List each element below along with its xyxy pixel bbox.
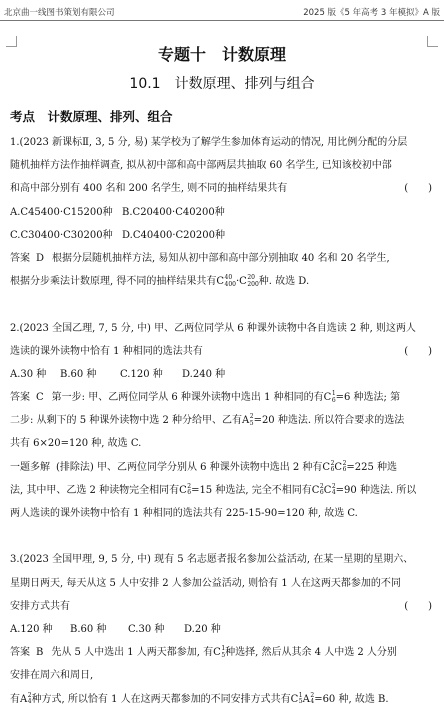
document-body <box>10 131 434 711</box>
q3-options <box>10 618 434 641</box>
comb-c-6-2: C 2 6 <box>322 459 335 474</box>
comb-a-5-2: A 2 5 <box>242 413 254 427</box>
publisher-name: 北京曲一线图书策划有限公司 <box>4 8 115 18</box>
answer-key: 答案 <box>10 392 30 404</box>
q3-line-3: 安排方式共有 ( ) <box>10 595 434 618</box>
q2-line-2: 选读的课外读物中恰有 1 种相同的选法共有 ( ) <box>10 340 434 363</box>
answer-key: 答案 <box>10 252 30 264</box>
q3-answer-line-2: 安排在周六和周日, <box>10 670 94 682</box>
q3-option-d: D.20 种 <box>184 623 221 635</box>
q1-answer-line-1: 答案 D 根据分层随机抽样方法, 易知从初中部和高中部分别抽取 40 名和 20 名学生, <box>10 252 390 264</box>
q3-line-1: 3.(2023 全国甲理, 9, 5 分, 中) 现有 5 名志愿者报名参加公益活动, 在某一星期的星期六、 <box>10 554 414 566</box>
comb-c-6-1: C 1 6 <box>323 390 336 404</box>
q1-line-3: 和高中部分别有 400 名和 200 名学生, 则不同的抽样结果共有 ( ) <box>10 177 434 200</box>
q2-alt-line-2: 法, 其中甲、乙选 2 种读物完全相同有C 2 6 =15 种选法, 完全不相同有C 2 6 C 2 4 =90 种选法. 所以 <box>10 479 434 502</box>
q1-options-row-2 <box>10 224 434 247</box>
answer-letter: D <box>36 252 45 264</box>
answer-key: 答案 <box>10 647 30 659</box>
q1-option-b: B.C20400·C40200种 <box>122 206 225 218</box>
alt-solution-title: 一题多解 <box>10 461 50 473</box>
comb-c-6-2: C 2 6 <box>334 459 347 474</box>
q2-answer-line-3: 共有 6×20=120 种, 故选 C. <box>10 438 142 450</box>
q1-option-a: A.C45400·C15200种 <box>10 206 113 218</box>
q1-option-c: C.C30400·C30200种 <box>10 229 113 241</box>
comb-c-200-20: C 20 200 <box>239 274 259 288</box>
comb-c-400-40: C 40 400 <box>216 274 236 288</box>
comb-a-4-2: A 2 4 <box>20 691 32 705</box>
answer-letter: C <box>36 392 44 404</box>
answer-paren: ( ) <box>404 345 432 357</box>
q3-answer-line-1: 答案 B 先从 5 人中选出 1 人两天都参加, 有C 1 5 种选择, 然后从其余 4 人中选 2 人分别 <box>10 641 434 664</box>
q2-option-a: A.30 种 <box>10 368 47 380</box>
q2-options <box>10 363 434 386</box>
page-header <box>0 0 444 22</box>
comb-c-5-1: C 1 5 <box>213 645 226 659</box>
answer-letter: B <box>36 647 44 659</box>
answer-paren: ( ) <box>404 600 432 612</box>
q2-alt-line-1: 一题多解 (排除法) 甲、乙两位同学分别从 6 种课外读物中选出 2 种有C 2 6 C 2 6 =225 种选 <box>10 456 434 479</box>
section-subtitle: 10.1 计数原理、排列与组合 <box>129 76 315 92</box>
comb-c-6-2: C 2 6 <box>311 482 324 497</box>
q2-answer-line-2: 二步: 从剩下的 5 种课外读物中选 2 种分给甲、乙有A 2 5 =20 种选法. 所以符合要求的选法 <box>10 409 434 432</box>
q3-option-c: C.30 种 <box>128 623 165 635</box>
q2-line-1: 2.(2023 全国乙理, 7, 5 分, 中) 甲、乙两位同学从 6 种课外读物中各自选读 2 种, 则这两人 <box>10 322 416 334</box>
q2-option-d: D.240 种 <box>182 368 226 380</box>
answer-paren: ( ) <box>404 183 432 195</box>
q2-alt-line-3: 两人选读的课外读物中恰有 1 种相同的选法共有 225-15-90=120 种, 故选 C. <box>10 508 358 519</box>
chapter-title: 专题十 计数原理 <box>157 45 286 64</box>
q3-line-2: 星期日两天, 每天从这 5 人中安排 2 人参加公益活动, 则恰有 1 人在这两天都参加的不同 <box>10 577 401 589</box>
q2-option-b: B.60 种 <box>60 368 97 380</box>
comb-c-5-1: C 1 5 <box>290 691 303 705</box>
q3-option-b: B.60 种 <box>70 623 107 635</box>
q2-answer-line-1: 答案 C 第一步: 甲、乙两位同学从 6 种课外读物中选出 1 种相同的有C 1 6 =6 种选法; 第 <box>10 386 434 409</box>
comb-c-6-2: C 2 6 <box>179 482 192 497</box>
topic-heading: 考点 计数原理、排列、组合 <box>10 109 173 124</box>
header-rule <box>0 20 444 21</box>
q3-answer-line-3: 有A 2 4 种方式, 所以恰有 1 人在这两天都参加的不同安排方式共有C 1 5 A 2 4 =60 种, 故选 B. <box>10 688 434 711</box>
q2-option-c: C.120 种 <box>120 368 163 380</box>
q1-option-d: D.C40400·C20200种 <box>122 229 225 241</box>
q1-options-row-1 <box>10 201 434 224</box>
edition-label: 2025 版《5 年高考 3 年模拟》A 版 <box>303 8 440 18</box>
q1-answer-line-2: 根据分步乘法计数原理, 得不同的抽样结果共有C 40 400 ·C 20 200 种. 故选 D. <box>10 270 434 293</box>
q3-option-a: A.120 种 <box>10 623 53 635</box>
q1-line-1: 1.(2023 新课标Ⅱ, 3, 5 分, 易) 某学校为了解学生参加体育运动的情况, 用比例分配的分层 <box>10 137 408 148</box>
q1-line-2: 随机抽样方法作抽样调查, 拟从初中部和高中部两层共抽取 60 名学生, 已知该校初中部 <box>10 160 392 172</box>
comb-c-4-2: C 2 4 <box>323 482 336 497</box>
comb-a-4-2: A 2 4 <box>302 691 315 705</box>
